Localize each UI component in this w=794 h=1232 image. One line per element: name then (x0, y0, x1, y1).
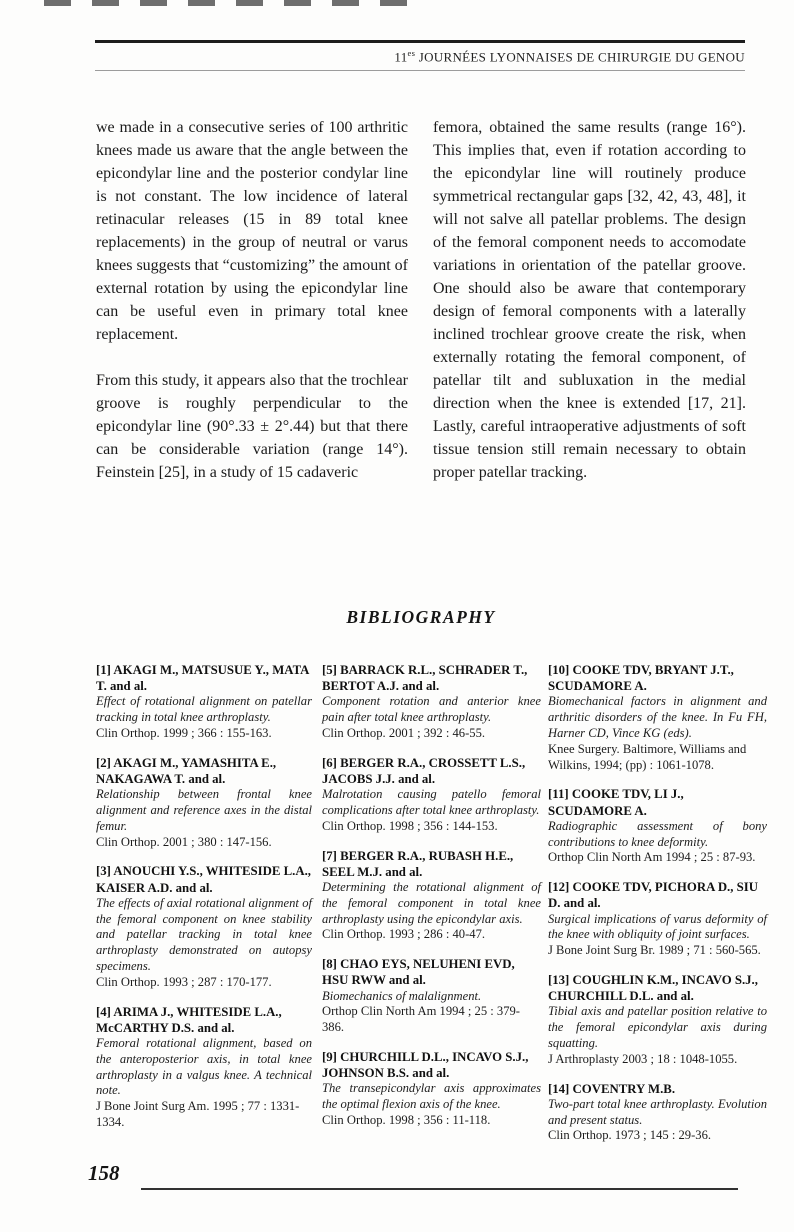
journal-header-number: 11 (394, 49, 408, 65)
reference-entry (548, 972, 767, 1068)
reference-title: Relationship between frontal knee alignment and reference axes in the distal femur. (96, 787, 312, 833)
reference-authors: [14] COVENTRY M.B. (548, 1081, 676, 1096)
reference-title: Biomechanics of malalignment. (322, 988, 482, 1003)
reference-entry (96, 755, 312, 851)
bibliography-heading: BIBLIOGRAPHY (346, 607, 496, 627)
reference-title: Biomechanical factors in alignment and arthritic disorders of the knee. In Fu FH, Harner CD, Vince KG (eds). (548, 694, 767, 740)
reference-authors: [4] ARIMA J., WHITESIDE L.A., McCARTHY D.S. and al. (96, 1004, 282, 1035)
reference-authors: [13] COUGHLIN K.M., INCAVO S.J., CHURCHILL D.L. and al. (548, 972, 758, 1004)
reference-source: Clin Orthop. 1973 ; 145 : 29-36. (548, 1128, 712, 1143)
reference-entry (548, 1081, 767, 1145)
reference-title: Component rotation and anterior knee pain after total knee arthroplasty. (322, 694, 541, 725)
reference-entry (322, 662, 541, 742)
reference-entry (96, 662, 312, 742)
reference-source: Knee Surgery. Baltimore, Williams and Wilkins, 1994; (pp) : 1061-1078. (548, 741, 747, 772)
reference-title: Determining the rotational alignment of the femoral component in total knee arthroplasty using the epicondylar axis. (322, 880, 541, 926)
reference-entry (548, 786, 767, 866)
reference-source: Orthop Clin North Am 1994 ; 25 : 87-93. (548, 850, 756, 865)
scan-edge-artifact (44, 0, 420, 6)
reference-source: Orthop Clin North Am 1994 ; 25 : 379-386. (322, 1004, 521, 1035)
paragraph: From this study, it appears also that the trochlear groove is roughly perpendicular to the epicondylar line (90°.33 ± 2°.44) but that there can be considerable variation (range 14°). Feinstein [25], in a study of 15 cadaveric (96, 372, 408, 481)
reference-title: The effects of axial rotational alignment of the femoral component on knee stability and patellar tracking in total knee arthroplasty demonstrated on autopsy specimens. (96, 895, 312, 973)
reference-authors: [8] CHAO EYS, NELUHENI EVD, HSU RWW and al. (322, 957, 515, 988)
reference-entry (322, 1049, 541, 1129)
reference-title: Femoral rotational alignment, based on the anteroposterior axis, in total knee arthroplasty in a valgus knee. A technical note. (96, 1035, 312, 1098)
reference-source: Clin Orthop. 1993 ; 287 : 170-177. (96, 974, 272, 989)
reference-authors: [3] ANOUCHI Y.S., WHITESIDE L.A., KAISER A.D. and al. (96, 864, 311, 895)
reference-source: J Arthroplasty 2003 ; 18 : 1048-1055. (548, 1051, 738, 1066)
paragraph: femora, obtained the same results (range 16°). This implies that, even if rotation according to the epicondylar line will routinely produce symmetrical rectangular gaps [32, 42, 43, 48], it will not salve all patellar problems. The design of the femoral component needs to accomodate variations in orientation of the patellar groove. One should also be aware that contemporary design of femoral components with a laterally inclined trochlear groove create the risk, when externally rotating the femoral component, of patellar tilt and subluxation in the medial direction when the knee is extended [17, 21]. Lastly, careful intraoperative adjustments of soft tissue tension still remain necessary to obtain proper patellar tracking. (433, 119, 746, 481)
journal-header (95, 48, 745, 65)
reference-source: Clin Orthop. 2001 ; 392 : 46-55. (322, 726, 486, 740)
reference-entry (548, 879, 767, 959)
reference-authors: [11] COOKE TDV, LI J., SCUDAMORE A. (548, 787, 684, 818)
header-rule-bottom (95, 70, 745, 71)
journal-header-text: JOURNÉES LYONNAISES DE CHIRURGIE DU GENOU (415, 49, 745, 65)
reference-title: The transepicondylar axis approximates the optimal flexion axis of the knee. (322, 1081, 541, 1112)
reference-title: Two-part total knee arthroplasty. Evolution and present status. (548, 1096, 767, 1127)
reference-source: Clin Orthop. 1999 ; 366 : 155-163. (96, 726, 272, 740)
bibliography-column-2 (322, 662, 541, 1142)
footer-rule (141, 1188, 738, 1190)
reference-source: J Bone Joint Surg Br. 1989 ; 71 : 560-565. (548, 943, 761, 958)
reference-authors: [12] COOKE TDV, PICHORA D., SIU D. and al. (548, 880, 758, 911)
reference-entry (322, 755, 541, 835)
reference-title: Surgical implications of varus deformity of the knee with obliquity of joint surfaces. (548, 911, 767, 942)
body-column-left (96, 116, 408, 507)
reference-title: Tibial axis and patellar position relative to the femoral epicondylar axis during squatting. (548, 1004, 767, 1050)
journal-header-superscript: es (407, 48, 416, 58)
header-rule-top (95, 40, 745, 43)
bibliography-column-3 (548, 662, 767, 1157)
paragraph: we made in a consecutive series of 100 arthritic knees made us aware that the angle between the epicondylar line and the posterior condylar line is not constant. The low incidence of lateral retinacular releases (15 in 89 total knee replacements) in the group of neutral or varus knees suggests that “customizing” the amount of external rotation by using the epicondylar line can be useful even in primary total knee replacement. (96, 119, 408, 343)
reference-title: Malrotation causing patello femoral complications after total knee arthroplasty. (322, 787, 541, 817)
reference-authors: [10] COOKE TDV, BRYANT J.T., SCUDAMORE A. (548, 663, 734, 694)
reference-source: J Bone Joint Surg Am. 1995 ; 77 : 1331-1334. (96, 1099, 300, 1129)
reference-authors: [2] AKAGI M., YAMASHITA E., NAKAGAWA T. and al. (96, 755, 277, 786)
reference-entry (322, 848, 541, 944)
reference-authors: [6] BERGER R.A., CROSSETT L.S., JACOBS J.J. and al. (322, 755, 526, 786)
reference-source: Clin Orthop. 2001 ; 380 : 147-156. (96, 834, 272, 849)
reference-authors: [5] BARRACK R.L., SCHRADER T., BERTOT A.J. and al. (322, 663, 528, 694)
reference-entry (96, 1004, 312, 1131)
reference-source: Clin Orthop. 1998 ; 356 : 144-153. (322, 818, 498, 833)
bibliography-column-1 (96, 662, 312, 1144)
reference-entry (96, 863, 312, 990)
reference-source: Clin Orthop. 1993 ; 286 : 40-47. (322, 927, 486, 942)
reference-authors: [7] BERGER R.A., RUBASH H.E., SEEL M.J. and al. (322, 848, 514, 879)
reference-authors: [1] AKAGI M., MATSUSUE Y., MATA T. and al. (96, 663, 309, 694)
body-column-right (433, 116, 746, 507)
reference-title: Effect of rotational alignment on patellar tracking in total knee arthroplasty. (96, 694, 312, 725)
reference-entry (322, 956, 541, 1036)
reference-title: Radiographic assessment of bony contributions to knee deformity. (548, 818, 767, 849)
page-number: 158 (88, 1161, 120, 1185)
reference-entry (548, 662, 767, 773)
reference-source: Clin Orthop. 1998 ; 356 : 11-118. (322, 1112, 491, 1127)
reference-authors: [9] CHURCHILL D.L., INCAVO S.J., JOHNSON B.S. and al. (322, 1049, 529, 1081)
